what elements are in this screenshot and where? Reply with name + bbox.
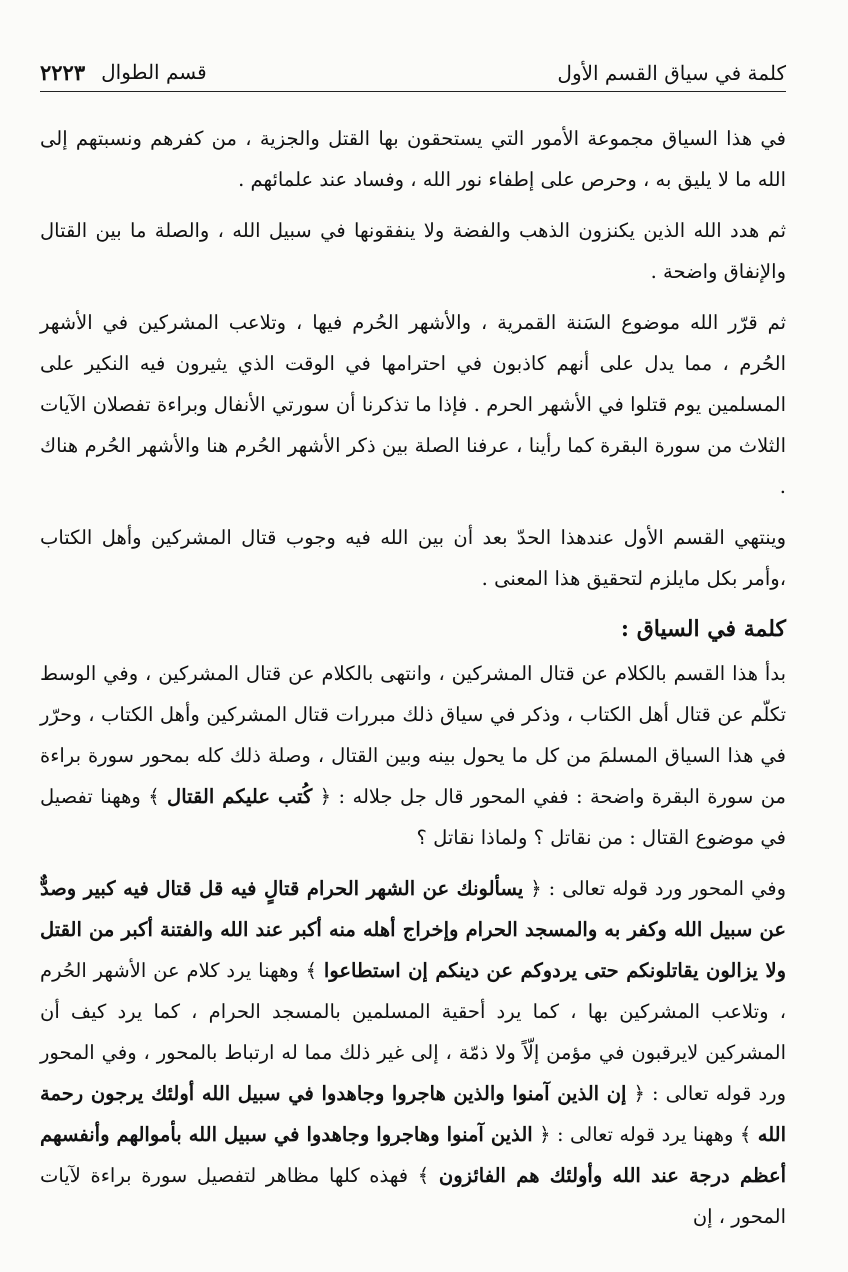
quran-bracket-close: ﴾ <box>739 1123 752 1146</box>
running-title: كلمة في سياق القسم الأول <box>557 61 786 85</box>
section-paragraph-2 <box>40 868 786 1237</box>
quran-bracket-close: ﴾ <box>417 1164 430 1187</box>
quran-bracket-open: ﴿ <box>319 785 332 808</box>
quran-bracket-open: ﴿ <box>530 877 542 900</box>
text-run: وههنا تفصيل في موضوع القتال : من نقاتل ؟ ولماذا نقاتل ؟ <box>40 785 786 849</box>
quran-quote: إن الذين آمنوا والذين هاجروا وجاهدوا في سبيل الله أولئك يرجون رحمة الله <box>40 1082 787 1146</box>
text-run: وههنا يرد قوله تعالى : <box>557 1123 734 1146</box>
quran-bracket-open: ﴿ <box>633 1082 645 1105</box>
header-left-group <box>40 60 207 85</box>
quran-quote: كُتب عليكم القتال <box>167 785 313 808</box>
paragraph-2: ثم هدد الله الذين يكنزون الذهب والفضة ولا ينفقونها في سبيل الله ، والصلة ما بين القتال والإنفاق واضحة . <box>40 219 786 283</box>
quran-bracket-close: ﴾ <box>305 959 318 982</box>
paragraph-3: ثم قرّر الله موضوع السَنة القمرية ، والأشهر الحُرم فيها ، وتلاعب المشركين في الأشهر الحُرم ، مما يدل على أنهم كاذبون في احترامها في الوقت الذي يثيرون فيه النكير على المسلمين يوم قتلوا في الأشهر الحرم . فإذا ما تذكرنا أن سورتي الأنفال وبراءة تفصلان الآيات الثلاث من سورة البقرة كما رأينا ، عرفنا الصلة بين ذكر الأشهر الحُرم هنا والأشهر الحُرم هناك . <box>40 311 786 498</box>
page-number: ٢٢٢٣ <box>40 60 86 85</box>
paragraph-1: في هذا السياق مجموعة الأمور التي يستحقون بها القتل والجزية ، من كفرهم ونسبتهم إلى الله ما لا يليق به ، وحرص على إطفاء نور الله ، وفساد عند علمائهم . <box>40 127 786 191</box>
paragraph-4: وينتهي القسم الأول عندهذا الحدّ بعد أن بين الله فيه وجوب قتال المشركين وأهل الكتاب ،وأمر بكل مايلزم لتحقيق هذا المعنى . <box>40 526 786 590</box>
text-run: وههنا يرد كلام عن الأشهر الحُرم ، وتلاعب المشركين بها ، كما يرد أحقية المسلمين بالمسجد الحرام ، كما يرد كيف أن المشركين لايرقبون في مؤمن إلّاً ولا ذمّة ، إلى غير ذلك مما له ارتباط بالمحور ، وفي المحور ورد قوله تعالى : <box>40 959 787 1105</box>
quran-bracket-open: ﴿ <box>539 1123 551 1146</box>
page-header <box>40 52 786 92</box>
text-run: بدأ هذا القسم بالكلام عن قتال المشركين ، وانتهى بالكلام عن قتال المشركين ، وفي الوسط تكلّم عن قتال أهل الكتاب ، وذكر في سياق ذلك مبررات قتال المشركين وأهل الكتاب ، وحرّر في هذا السياق المسلمَ من كل ما يحول بينه وبين القتال ، وصلة ذلك كله بمحور سورة براءة من سورة البقرة واضحة : ففي المحور قال جل جلاله : <box>40 662 786 808</box>
text-run: فهذه كلها مظاهر لتفصيل سورة براءة لآيات المحور ، إن <box>40 1164 786 1228</box>
quran-quote: يسألونك عن الشهر الحرام قتالٍ فيه قل قتال فيه كبير وصدٌّ عن سبيل الله وكفر به والمسجد الحرام وإخراج أهله منه أكبر عند الله والفتنة أكبر من القتل ولا يزالون يقاتلونكم حتى يردوكم عن دينكم إن استطاعوا <box>40 877 786 982</box>
text-run: وفي المحور ورد قوله تعالى : <box>548 877 786 900</box>
quran-quote: الذين آمنوا وهاجروا وجاهدوا في سبيل الله بأموالهم وأنفسهم أعظم درجة عند الله وأولئك هم الفائزون <box>40 1123 787 1187</box>
page-body <box>40 118 786 1247</box>
section-heading: كلمة في السياق : <box>620 616 786 642</box>
quran-bracket-close: ﴾ <box>148 785 160 808</box>
section-name: قسم الطوال <box>101 60 207 84</box>
section-paragraph-1 <box>40 653 786 858</box>
